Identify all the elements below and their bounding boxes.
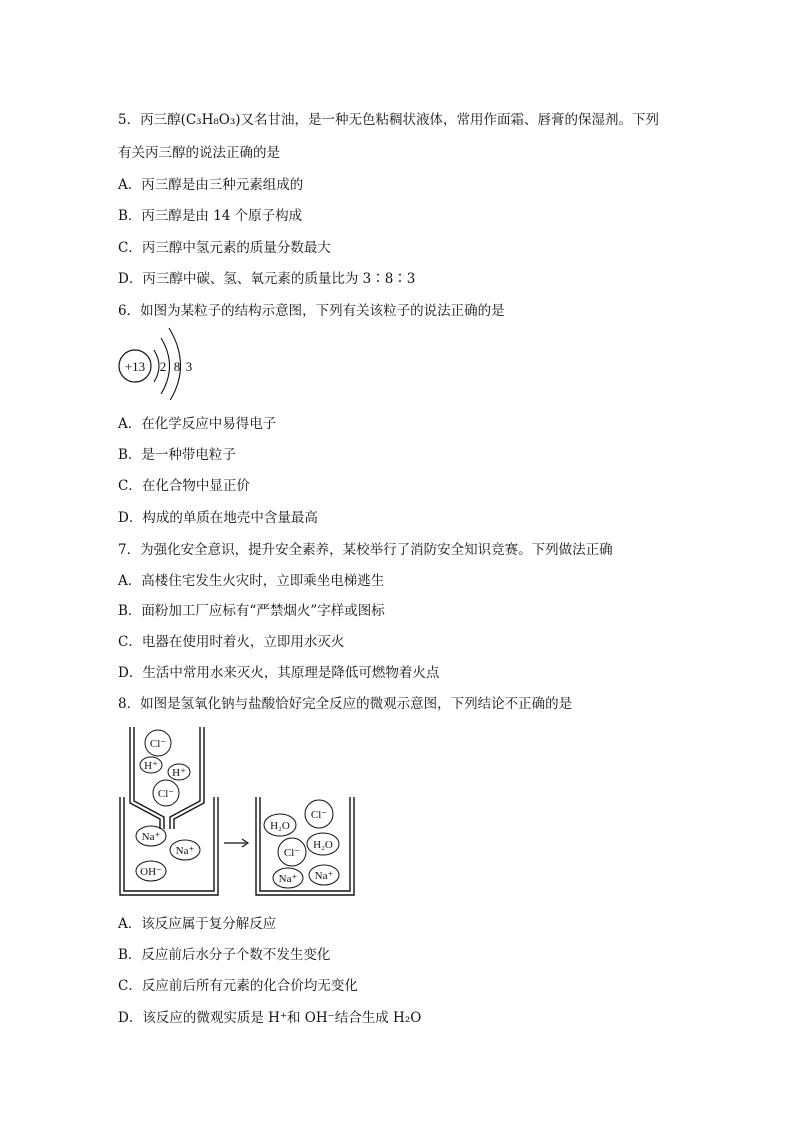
q8-stem: 8．如图是氢氧化钠与盐酸恰好完全反应的微观示意图，下列结论不正确的是 bbox=[118, 696, 573, 712]
q6-option-b: B．是一种带电粒子 bbox=[118, 447, 236, 463]
after-ion-na: Na⁺ bbox=[314, 870, 334, 882]
q7-option-b: B．面粉加工厂应标有“严禁烟火”字样或图标 bbox=[118, 603, 385, 619]
beaker-before-outer bbox=[120, 797, 218, 895]
after-h2o: H₂O bbox=[270, 820, 290, 832]
tube-ion-h: H⁺ bbox=[144, 760, 158, 772]
reaction-micro-diagram bbox=[118, 725, 358, 900]
q5-option-d: D．丙三醇中碳、氢、氧元素的质量比为 3∶8∶3 bbox=[118, 271, 416, 287]
beaker-before-inner bbox=[124, 797, 214, 891]
q5-stem-line1: 5．丙三醇(C₃H₈O₃)又名甘油，是一种无色粘稠状液体，常用作面霜、唇膏的保湿剂。下列 bbox=[118, 112, 660, 128]
before-ion-na: Na⁺ bbox=[141, 831, 161, 843]
q8-option-d: D．该反应的微观实质是 H⁺和 OH⁻结合生成 H₂O bbox=[118, 1010, 422, 1026]
q8-option-a: A．该反应属于复分解反应 bbox=[118, 916, 277, 932]
after-ion-cl: Cl⁻ bbox=[310, 809, 328, 821]
nucleus-charge: +13 bbox=[124, 359, 146, 374]
after-ion-cl: Cl⁻ bbox=[283, 847, 301, 859]
q6-option-c: C．在化合物中显正价 bbox=[118, 478, 250, 494]
q7-option-d: D．生活中常用水来灭火，其原理是降低可燃物着火点 bbox=[118, 665, 440, 681]
q5-stem-line2: 有关丙三醇的说法正确的是 bbox=[118, 145, 280, 161]
q8-option-c: C．反应前后所有元素的化合价均无变化 bbox=[118, 978, 358, 994]
before-ion-oh: OH⁻ bbox=[140, 866, 162, 878]
after-ion-na: Na⁺ bbox=[278, 873, 298, 885]
q6-option-a: A．在化学反应中易得电子 bbox=[118, 416, 277, 432]
q7-stem: 7．为强化安全意识，提升安全素养，某校举行了消防安全知识竞赛。下列做法正确 bbox=[118, 542, 613, 558]
tube-ion-cl: Cl⁻ bbox=[149, 738, 167, 750]
tube-ion-cl: Cl⁻ bbox=[157, 788, 175, 800]
before-ion-na: Na⁺ bbox=[175, 845, 195, 857]
atom-structure-diagram bbox=[116, 322, 216, 400]
q5-option-b: B．丙三醇是由 14 个原子构成 bbox=[118, 208, 303, 224]
after-h2o: H₂O bbox=[313, 839, 333, 851]
shell-3-electrons: 3 bbox=[185, 359, 193, 374]
q5-option-a: A．丙三醇是由三种元素组成的 bbox=[118, 177, 304, 193]
shell-1-electrons: 2 bbox=[159, 359, 167, 374]
q7-option-c: C．电器在使用时着火，立即用水灭火 bbox=[118, 634, 345, 650]
electron-shell-1 bbox=[154, 350, 159, 382]
q6-option-d: D．构成的单质在地壳中含量最高 bbox=[118, 510, 318, 526]
q7-option-a: A．高楼住宅发生火灾时，立即乘坐电梯逃生 bbox=[118, 573, 385, 589]
shell-2-electrons: 8 bbox=[173, 359, 181, 374]
tube-ion-h: H⁺ bbox=[172, 767, 186, 779]
q8-option-b: B．反应前后水分子个数不发生变化 bbox=[118, 947, 331, 963]
q6-stem: 6．如图为某粒子的结构示意图，下列有关该粒子的说法正确的是 bbox=[118, 303, 505, 319]
q5-option-c: C．丙三醇中氢元素的质量分数最大 bbox=[118, 240, 331, 256]
